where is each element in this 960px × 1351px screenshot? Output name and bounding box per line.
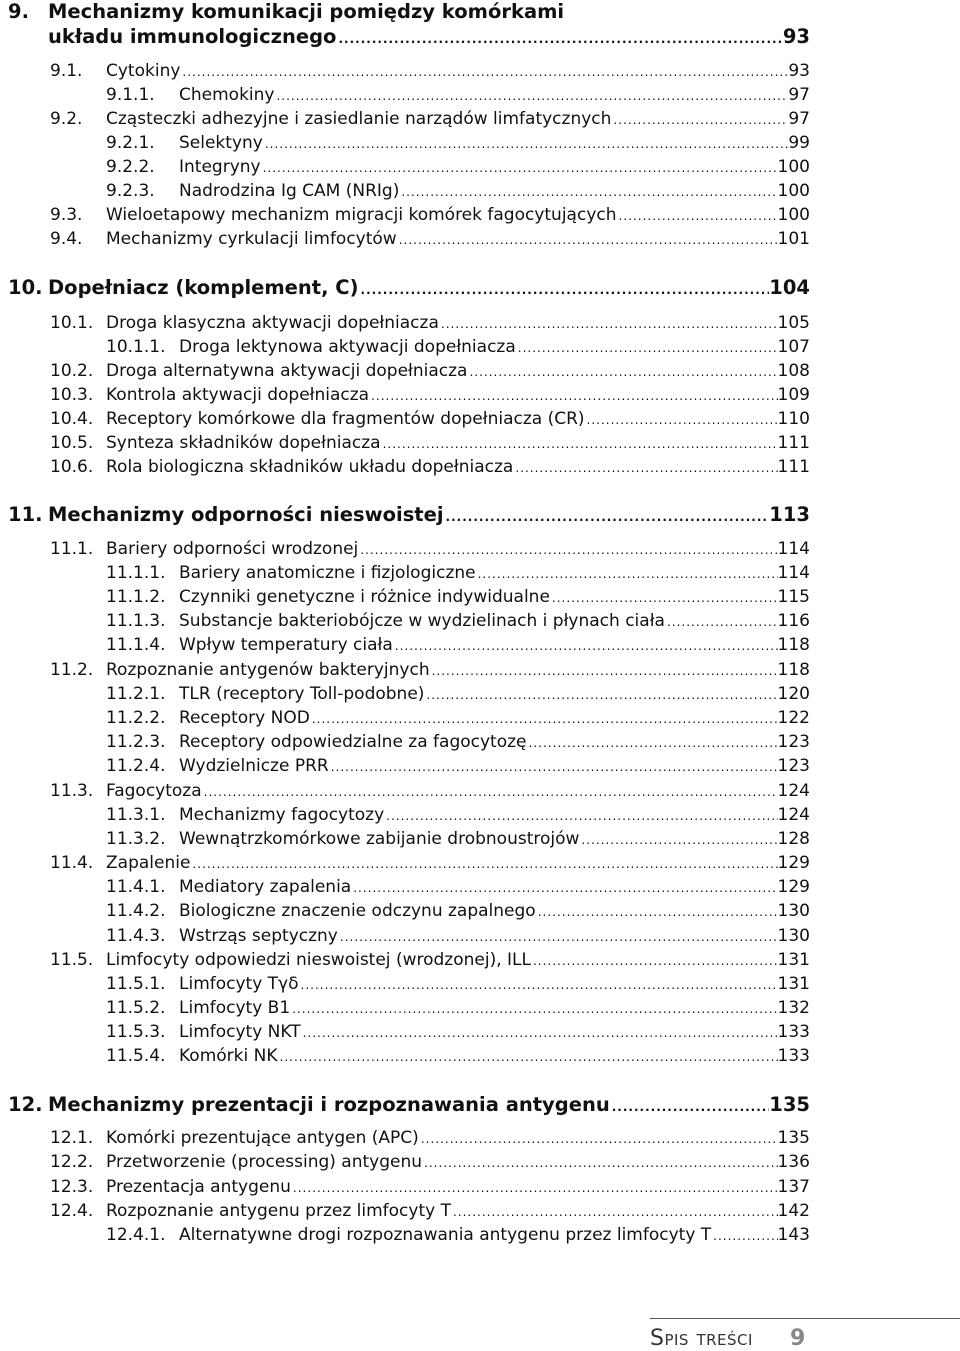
toc-number: 10.5. — [50, 433, 94, 453]
toc-entry — [10, 313, 810, 339]
toc-number: 11.4.1. — [106, 877, 166, 897]
toc-entry — [10, 181, 810, 207]
toc-entry-line — [106, 433, 810, 453]
toc-page-number: 133 — [777, 1046, 810, 1066]
toc-title: Przetworzenie (processing) antygenu — [106, 1152, 423, 1172]
toc-page-number: 118 — [777, 635, 810, 655]
toc-title: TLR (receptory Toll-podobne) — [179, 684, 425, 704]
toc-title: Mechanizmy prezentacji i rozpoznawania antygenu — [48, 1093, 610, 1116]
toc-page-number: 123 — [777, 756, 810, 776]
toc-page-number: 93 — [788, 61, 810, 81]
toc-entry — [10, 926, 810, 952]
toc-page-number: 124 — [777, 781, 810, 801]
toc-number: 9.1.1. — [106, 85, 155, 105]
toc-title: Limfocyty NKT — [179, 1022, 301, 1042]
toc-number: 10.6. — [50, 457, 94, 477]
toc-entry — [10, 85, 810, 111]
toc-entry — [10, 998, 810, 1024]
toc-entry — [10, 805, 810, 831]
toc-entry-line — [106, 853, 810, 873]
toc-page-number: 131 — [777, 950, 810, 970]
footer-page-number: 9 — [790, 1326, 806, 1351]
toc-entry-line — [106, 1152, 810, 1172]
toc-number: 12.4.1. — [106, 1225, 166, 1245]
toc-page-number: 113 — [769, 503, 810, 526]
toc-title: Alternatywne drogi rozpoznawania antygenu przez limfocyty T — [179, 1225, 712, 1245]
toc-number: 10.4. — [50, 409, 94, 429]
toc-entry-line — [106, 660, 810, 680]
toc-entry-line — [179, 901, 810, 921]
toc-title: Synteza składników dopełniacza — [106, 433, 381, 453]
toc-title: Wieloetapowy mechanizm migracji komórek fagocytujących — [106, 205, 617, 225]
toc-title: Rozpoznanie antygenów bakteryjnych — [106, 660, 430, 680]
toc-page-number: 122 — [777, 708, 810, 728]
toc-page-number: 131 — [777, 974, 810, 994]
toc-page-number: 129 — [777, 853, 810, 873]
toc-entry — [10, 1177, 810, 1203]
toc-title: Selektyny — [179, 133, 263, 153]
toc-leader-dots — [446, 510, 770, 524]
toc-leader-dots — [424, 1156, 778, 1170]
toc-leader-dots — [265, 137, 789, 151]
toc-number: 11.3.1. — [106, 805, 166, 825]
toc-entry-line — [179, 337, 810, 357]
toc-entry — [10, 635, 810, 661]
toc-leader-dots — [478, 567, 778, 581]
toc-number: 10. — [8, 276, 43, 299]
toc-entry-line — [179, 756, 810, 776]
toc-title: Nadrodzina Ig CAM (NRIg) — [179, 181, 400, 201]
toc-number: 11.4.2. — [106, 901, 166, 921]
toc-leader-dots — [529, 736, 778, 750]
toc-entry-line — [106, 457, 810, 477]
toc-entry-line — [106, 1128, 810, 1148]
toc-entry-line — [179, 635, 810, 655]
toc-number: 10.1.1. — [106, 337, 166, 357]
toc-entry — [10, 229, 810, 255]
toc-entry — [10, 1128, 810, 1154]
toc-entry — [10, 61, 810, 87]
toc-number: 11.1.3. — [106, 611, 166, 631]
toc-entry — [10, 1152, 810, 1178]
toc-number: 11.5.3. — [106, 1022, 166, 1042]
toc-title: Komórki prezentujące antygen (APC) — [106, 1128, 419, 1148]
toc-chapter-entry — [10, 0, 810, 26]
toc-entry — [10, 781, 810, 807]
toc-page-number: 143 — [777, 1225, 810, 1245]
toc-page-number: 100 — [777, 205, 810, 225]
toc-leader-dots — [533, 954, 778, 968]
toc-number: 10.1. — [50, 313, 94, 333]
toc-entry — [10, 877, 810, 903]
toc-entry — [10, 950, 810, 976]
toc-page-number: 114 — [777, 539, 810, 559]
toc-leader-dots — [426, 688, 777, 702]
toc-title: Prezentacja antygenu — [106, 1177, 291, 1197]
toc-leader-dots — [293, 1181, 778, 1195]
toc-number: 11.2.3. — [106, 732, 166, 752]
toc-entry-line — [179, 85, 810, 105]
toc-entry — [10, 587, 810, 613]
toc-page-number: 110 — [777, 409, 810, 429]
toc-number: 11.1.4. — [106, 635, 166, 655]
toc-number: 11.1. — [50, 539, 94, 559]
toc-entry — [10, 337, 810, 363]
toc-leader-dots — [619, 209, 778, 223]
toc-leader-dots — [713, 1229, 777, 1243]
toc-number: 11.2.2. — [106, 708, 166, 728]
toc-page-number: 111 — [777, 457, 810, 477]
toc-title: Kontrola aktywacji dopełniacza — [106, 385, 370, 405]
toc-leader-dots — [182, 65, 788, 79]
toc-title: Rola biologiczna składników układu dopełniacza — [106, 457, 514, 477]
toc-entry-line — [106, 361, 810, 381]
toc-number: 11.3. — [50, 781, 94, 801]
toc-title: Komórki NK — [179, 1046, 278, 1066]
toc-page-number: 107 — [777, 337, 810, 357]
toc-page-number: 114 — [777, 563, 810, 583]
toc-title: Mechanizmy cyrkulacji limfocytów — [106, 229, 397, 249]
toc-number: 11.5.4. — [106, 1046, 166, 1066]
toc-leader-dots — [432, 664, 778, 678]
toc-page-number: 123 — [777, 732, 810, 752]
toc-title: Limfocyty odpowiedzi nieswoistej (wrodzonej), ILL — [106, 950, 531, 970]
toc-leader-dots — [421, 1132, 778, 1146]
toc-leader-dots — [312, 712, 778, 726]
toc-entry-line — [179, 684, 810, 704]
toc-chapter-entry — [10, 503, 810, 529]
toc-entry-line — [179, 998, 810, 1018]
toc-leader-dots — [441, 317, 778, 331]
toc-entry — [10, 1046, 810, 1072]
toc-title: Wpływ temperatury ciała — [179, 635, 393, 655]
toc-number: 10.3. — [50, 385, 94, 405]
toc-title: Droga lektynowa aktywacji dopełniacza — [179, 337, 516, 357]
toc-entry-line — [106, 1201, 810, 1221]
toc-title: Rozpoznanie antygenu przez limfocyty T — [106, 1201, 451, 1221]
toc-title: Fagocytoza — [106, 781, 202, 801]
toc-number: 9.2. — [50, 109, 83, 129]
toc-number: 11.2.1. — [106, 684, 166, 704]
toc-chapter-entry — [10, 276, 810, 302]
toc-entry-line — [106, 61, 810, 81]
toc-leader-dots — [401, 185, 777, 199]
toc-page-number: 101 — [777, 229, 810, 249]
toc-number: 12.4. — [50, 1201, 94, 1221]
toc-title: układu immunologicznego — [48, 25, 337, 48]
toc-leader-dots — [587, 413, 778, 427]
toc-entry-line — [106, 229, 810, 249]
toc-leader-dots — [263, 161, 778, 175]
toc-title: Integryny — [179, 157, 261, 177]
toc-entry-line — [106, 409, 810, 429]
toc-leader-dots — [395, 639, 778, 653]
toc-title: Wstrząs septyczny — [179, 926, 338, 946]
toc-leader-dots — [303, 1026, 778, 1040]
toc-entry — [10, 611, 810, 637]
toc-title: Wydzielnicze PRR — [179, 756, 329, 776]
toc-number: 12. — [8, 1093, 43, 1116]
toc-page-number: 124 — [777, 805, 810, 825]
toc-number: 9.4. — [50, 229, 83, 249]
toc-leader-dots — [383, 437, 778, 451]
toc-entry-line — [179, 829, 810, 849]
toc-number: 11.5.1. — [106, 974, 166, 994]
toc-number: 11.2. — [50, 660, 94, 680]
toc-leader-dots — [552, 591, 778, 605]
toc-entry — [10, 539, 810, 565]
toc-leader-dots — [340, 930, 778, 944]
toc-leader-dots — [371, 389, 777, 403]
toc-title: Substancje bakteriobójcze w wydzielinach i płynach ciała — [179, 611, 665, 631]
toc-title: Chemokiny — [179, 85, 275, 105]
toc-page-number: 99 — [788, 133, 810, 153]
toc-number: 9.2.3. — [106, 181, 155, 201]
toc-entry — [10, 1022, 810, 1048]
toc-title: Cytokiny — [106, 61, 181, 81]
toc-page-number: 115 — [777, 587, 810, 607]
toc-page-number: 120 — [777, 684, 810, 704]
toc-entry-line — [106, 385, 810, 405]
toc-number: 11.1.1. — [106, 563, 166, 583]
toc-page-number: 135 — [777, 1128, 810, 1148]
toc-title: Mechanizmy odporności nieswoistej — [48, 503, 444, 526]
toc-entry-line — [179, 1046, 810, 1066]
toc-entry-line — [179, 157, 810, 177]
toc-entry-line — [179, 926, 810, 946]
toc-leader-dots — [204, 785, 778, 799]
toc-entry-line — [179, 1225, 810, 1245]
toc-title: Czynniki genetyczne i różnice indywidualne — [179, 587, 550, 607]
footer-rule — [650, 1318, 960, 1319]
toc-entry — [10, 205, 810, 231]
toc-entry-line — [179, 805, 810, 825]
toc-number: 11.4. — [50, 853, 94, 873]
toc-entry — [10, 756, 810, 782]
toc-entry — [10, 829, 810, 855]
toc-entry-line — [106, 1177, 810, 1197]
toc-number: 12.3. — [50, 1177, 94, 1197]
toc-title: Droga alternatywna aktywacji dopełniacza — [106, 361, 468, 381]
toc-entry-line — [106, 539, 810, 559]
toc-leader-dots — [280, 1050, 778, 1064]
toc-page-number: 137 — [777, 1177, 810, 1197]
toc-number: 9.2.1. — [106, 133, 155, 153]
toc-page-number: 130 — [777, 901, 810, 921]
toc-entry-line — [106, 781, 810, 801]
toc-number: 11.5. — [50, 950, 94, 970]
toc-entry-line — [179, 133, 810, 153]
toc-entry-line — [179, 708, 810, 728]
toc-entry-line — [179, 877, 810, 897]
toc-number: 11.4.3. — [106, 926, 166, 946]
toc-entry — [10, 157, 810, 183]
toc-page-number: 100 — [777, 181, 810, 201]
toc-entry — [10, 409, 810, 435]
toc-page-number: 118 — [777, 660, 810, 680]
toc-title: Dopełniacz (komplement, C) — [48, 276, 359, 299]
toc-number: 12.2. — [50, 1152, 94, 1172]
toc-leader-dots — [360, 543, 777, 557]
toc-leader-dots — [538, 905, 778, 919]
toc-leader-dots — [518, 341, 778, 355]
toc-entry — [10, 385, 810, 411]
toc-entry-line — [179, 181, 810, 201]
toc-title: Receptory odpowiedzialne za fagocytozę — [179, 732, 527, 752]
toc-entry-line — [48, 0, 810, 23]
toc-page-number: 104 — [769, 276, 810, 299]
toc-number: 9.1. — [50, 61, 83, 81]
toc-entry-line — [106, 205, 810, 225]
toc-number: 9.2.2. — [106, 157, 155, 177]
toc-number: 12.1. — [50, 1128, 94, 1148]
toc-leader-dots — [353, 881, 777, 895]
toc-number: 11. — [8, 503, 43, 526]
toc-entry-line — [179, 974, 810, 994]
toc-entry — [10, 563, 810, 589]
toc-page-number: 136 — [777, 1152, 810, 1172]
toc-entry — [10, 660, 810, 686]
toc-number: 10.2. — [50, 361, 94, 381]
toc-leader-dots — [338, 32, 782, 46]
toc-entry-line — [48, 503, 810, 526]
toc-page-number: 93 — [782, 25, 810, 48]
toc-entry — [10, 974, 810, 1000]
toc-title: Zapalenie — [106, 853, 191, 873]
toc-entry-line — [48, 25, 810, 48]
toc-leader-dots — [331, 760, 778, 774]
toc-leader-dots — [453, 1205, 778, 1219]
toc-number: 11.5.2. — [106, 998, 166, 1018]
toc-leader-dots — [667, 615, 778, 629]
toc-page-number: 97 — [788, 85, 810, 105]
toc-page-number: 97 — [788, 109, 810, 129]
toc-entry — [10, 457, 810, 483]
toc-title: Receptory NOD — [179, 708, 310, 728]
toc-entry — [10, 1225, 810, 1251]
toc-leader-dots — [469, 365, 777, 379]
toc-entry — [10, 361, 810, 387]
toc-page-number: 105 — [777, 313, 810, 333]
toc-title: Biologiczne znaczenie odczynu zapalnego — [179, 901, 536, 921]
toc-leader-dots — [292, 1002, 777, 1016]
toc-page-number: 130 — [777, 926, 810, 946]
toc-page-number: 116 — [777, 611, 810, 631]
toc-page-number: 135 — [769, 1093, 810, 1116]
toc-title: Droga klasyczna aktywacji dopełniacza — [106, 313, 439, 333]
toc-title: Receptory komórkowe dla fragmentów dopełniacza (CR) — [106, 409, 585, 429]
toc-entry — [10, 732, 810, 758]
footer-label-text: Spis treści — [650, 1326, 753, 1351]
toc-title: Mechanizmy fagocytozy — [179, 805, 385, 825]
toc-leader-dots — [361, 283, 770, 297]
toc-title: Cząsteczki adhezyjne i zasiedlanie narządów limfatycznych — [106, 109, 612, 129]
toc-entry — [10, 433, 810, 459]
toc-page-number: 129 — [777, 877, 810, 897]
toc-leader-dots — [386, 809, 777, 823]
toc-entry-line — [179, 611, 810, 631]
toc-entry-line — [48, 276, 810, 299]
toc-entry — [10, 133, 810, 159]
toc-title: Bariery anatomiczne i fizjologiczne — [179, 563, 476, 583]
toc-page-number: 111 — [777, 433, 810, 453]
toc-leader-dots — [515, 461, 777, 475]
toc-number: 9.3. — [50, 205, 83, 225]
toc-entry-line — [106, 313, 810, 333]
toc-leader-dots — [613, 113, 788, 127]
toc-page-number: 100 — [777, 157, 810, 177]
toc-entry — [10, 708, 810, 734]
toc-entry-line — [179, 563, 810, 583]
toc-page-number: 133 — [777, 1022, 810, 1042]
toc-page-number: 109 — [777, 385, 810, 405]
toc-title: Limfocyty B1 — [179, 998, 291, 1018]
toc-number: 11.3.2. — [106, 829, 166, 849]
toc-page-number: 132 — [777, 998, 810, 1018]
toc-page-number: 108 — [777, 361, 810, 381]
toc-entry — [10, 684, 810, 710]
toc-entry-line — [48, 1093, 810, 1116]
toc-entry — [10, 109, 810, 135]
toc-entry-line — [179, 587, 810, 607]
toc-entry — [10, 901, 810, 927]
toc-chapter-entry — [10, 1093, 810, 1119]
toc-entry-line — [179, 732, 810, 752]
toc-leader-dots — [612, 1100, 770, 1114]
toc-leader-dots — [276, 89, 788, 103]
toc-page-number: 128 — [777, 829, 810, 849]
toc-title: Wewnątrzkomórkowe zabijanie drobnoustrojów — [179, 829, 580, 849]
toc-entry-line — [179, 1022, 810, 1042]
toc-number: 9. — [8, 0, 29, 23]
toc-leader-dots — [581, 833, 777, 847]
toc-entry — [10, 1201, 810, 1227]
toc-leader-dots — [192, 857, 777, 871]
toc-page-number: 142 — [777, 1201, 810, 1221]
toc-title: Limfocyty Tγδ — [179, 974, 299, 994]
toc-number: 11.1.2. — [106, 587, 166, 607]
toc-entry — [10, 853, 810, 879]
toc-number: 11.2.4. — [106, 756, 166, 776]
toc-entry-line — [106, 950, 810, 970]
toc-title: Mediatory zapalenia — [179, 877, 352, 897]
toc-title: Bariery odporności wrodzonej — [106, 539, 359, 559]
toc-title: Mechanizmy komunikacji pomiędzy komórkami — [48, 0, 565, 23]
toc-chapter-entry — [10, 25, 810, 51]
toc-leader-dots — [399, 233, 778, 247]
toc-entry-line — [106, 109, 810, 129]
toc-leader-dots — [301, 978, 778, 992]
footer-label — [650, 1326, 753, 1351]
